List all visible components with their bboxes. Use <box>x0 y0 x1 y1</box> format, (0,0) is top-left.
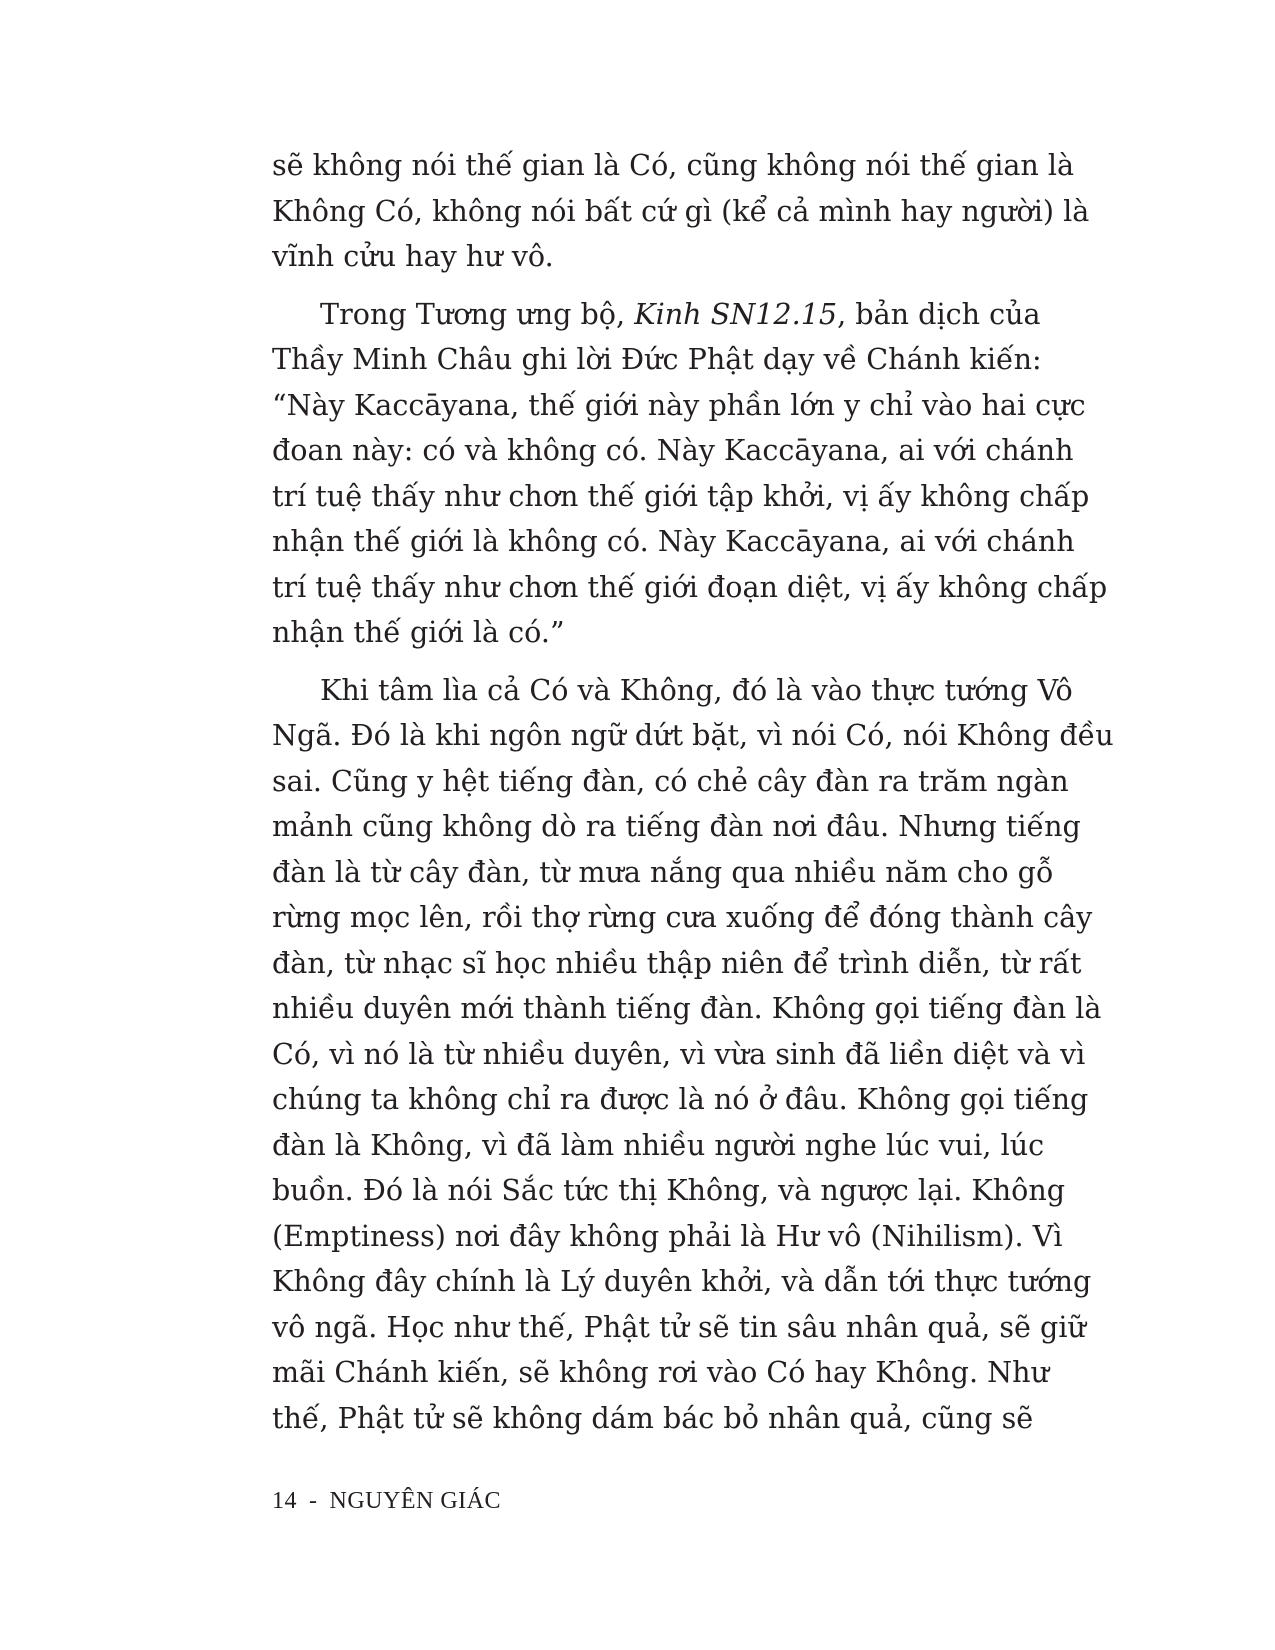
text-line: Không Có, không nói bất cứ gì (kể cả mình hay người) là <box>272 193 1090 228</box>
text-line: Khi tâm lìa cả Có và Không, đó là vào thực tướng Vô <box>320 672 1073 707</box>
text-run: , bản dịch của <box>837 296 1041 331</box>
footer-separator: - <box>309 1488 318 1514</box>
text-line: vĩnh cửu hay hư vô. <box>272 239 554 273</box>
page-number: 14 <box>272 1488 297 1514</box>
text-line: rừng mọc lên, rồi thợ rừng cưa xuống để đóng thành cây <box>272 900 1093 934</box>
text-line: mảnh cũng không dò ra tiếng đàn nơi đâu. Nhưng tiếng <box>272 809 1081 843</box>
author-name: NGUYÊN GIÁC <box>329 1488 501 1514</box>
text-line: sẽ không nói thế gian là Có, cũng không nói thế gian là <box>272 148 1075 182</box>
text-line: vô ngã. Học như thế, Phật tử sẽ tin sâu nhân quả, sẽ giữ <box>272 1309 1086 1344</box>
text-line: chúng ta không chỉ ra được là nó ở đâu. Không gọi tiếng <box>272 1082 1089 1116</box>
text-line: Có, vì nó là từ nhiều duyên, vì vừa sinh đã liền diệt và vì <box>272 1036 1086 1071</box>
text-line: nhận thế giới là không có. Này Kaccāyana, ai với chánh <box>272 524 1075 558</box>
text-line: trí tuệ thấy như chơn thế giới đoạn diệt, vị ấy không chấp <box>272 569 1108 604</box>
text-line: “Này Kaccāyana, thế giới này phần lớn y chỉ vào hai cực <box>272 387 1086 422</box>
paragraph-3 <box>272 668 1114 1442</box>
text-line: nhận thế giới là có.” <box>272 615 565 649</box>
paragraph-1 <box>272 143 1090 280</box>
text-line: (Emptiness) nơi đây không phải là Hư vô (Nihilism). Vì <box>272 1218 1063 1253</box>
text-line: đàn là Không, vì đã làm nhiều người nghe lúc vui, lúc <box>272 1127 1045 1162</box>
text-line: Thầy Minh Châu ghi lời Đức Phật dạy về Chánh kiến: <box>272 342 1042 376</box>
text-line: buồn. Đó là nói Sắc tức thị Không, và ngược lại. Không <box>272 1173 1066 1207</box>
text-line <box>272 292 1041 338</box>
paragraph-2 <box>272 292 1108 656</box>
text-line: thế, Phật tử sẽ không dám bác bỏ nhân quả, cũng sẽ <box>272 1400 1034 1435</box>
text-line: sai. Cũng y hệt tiếng đàn, có chẻ cây đàn ra trăm ngàn <box>272 763 1069 798</box>
text-line: Ngã. Đó là khi ngôn ngữ dứt bặt, vì nói Có, nói Không đều <box>272 718 1114 752</box>
text-line: đoan này: có và không có. Này Kaccāyana, ai với chánh <box>272 433 1074 467</box>
text-run: Trong Tương ưng bộ, <box>320 296 635 331</box>
text-line: trí tuệ thấy như chơn thế giới tập khởi, vị ấy không chấp <box>272 478 1090 513</box>
sutra-reference: Kinh SN12.15 <box>634 296 838 331</box>
page-footer <box>272 1488 501 1515</box>
body-text <box>272 143 1114 1441</box>
text-line: nhiều duyên mới thành tiếng đàn. Không gọi tiếng đàn là <box>272 991 1102 1025</box>
text-line: Không đây chính là Lý duyên khởi, và dẫn tới thực tướng <box>272 1264 1092 1298</box>
text-line: mãi Chánh kiến, sẽ không rơi vào Có hay Không. Như <box>272 1355 1050 1389</box>
text-line: đàn, từ nhạc sĩ học nhiều thập niên để trình diễn, từ rất <box>272 945 1082 980</box>
text-line: đàn là từ cây đàn, từ mưa nắng qua nhiều năm cho gỗ <box>272 854 1054 889</box>
